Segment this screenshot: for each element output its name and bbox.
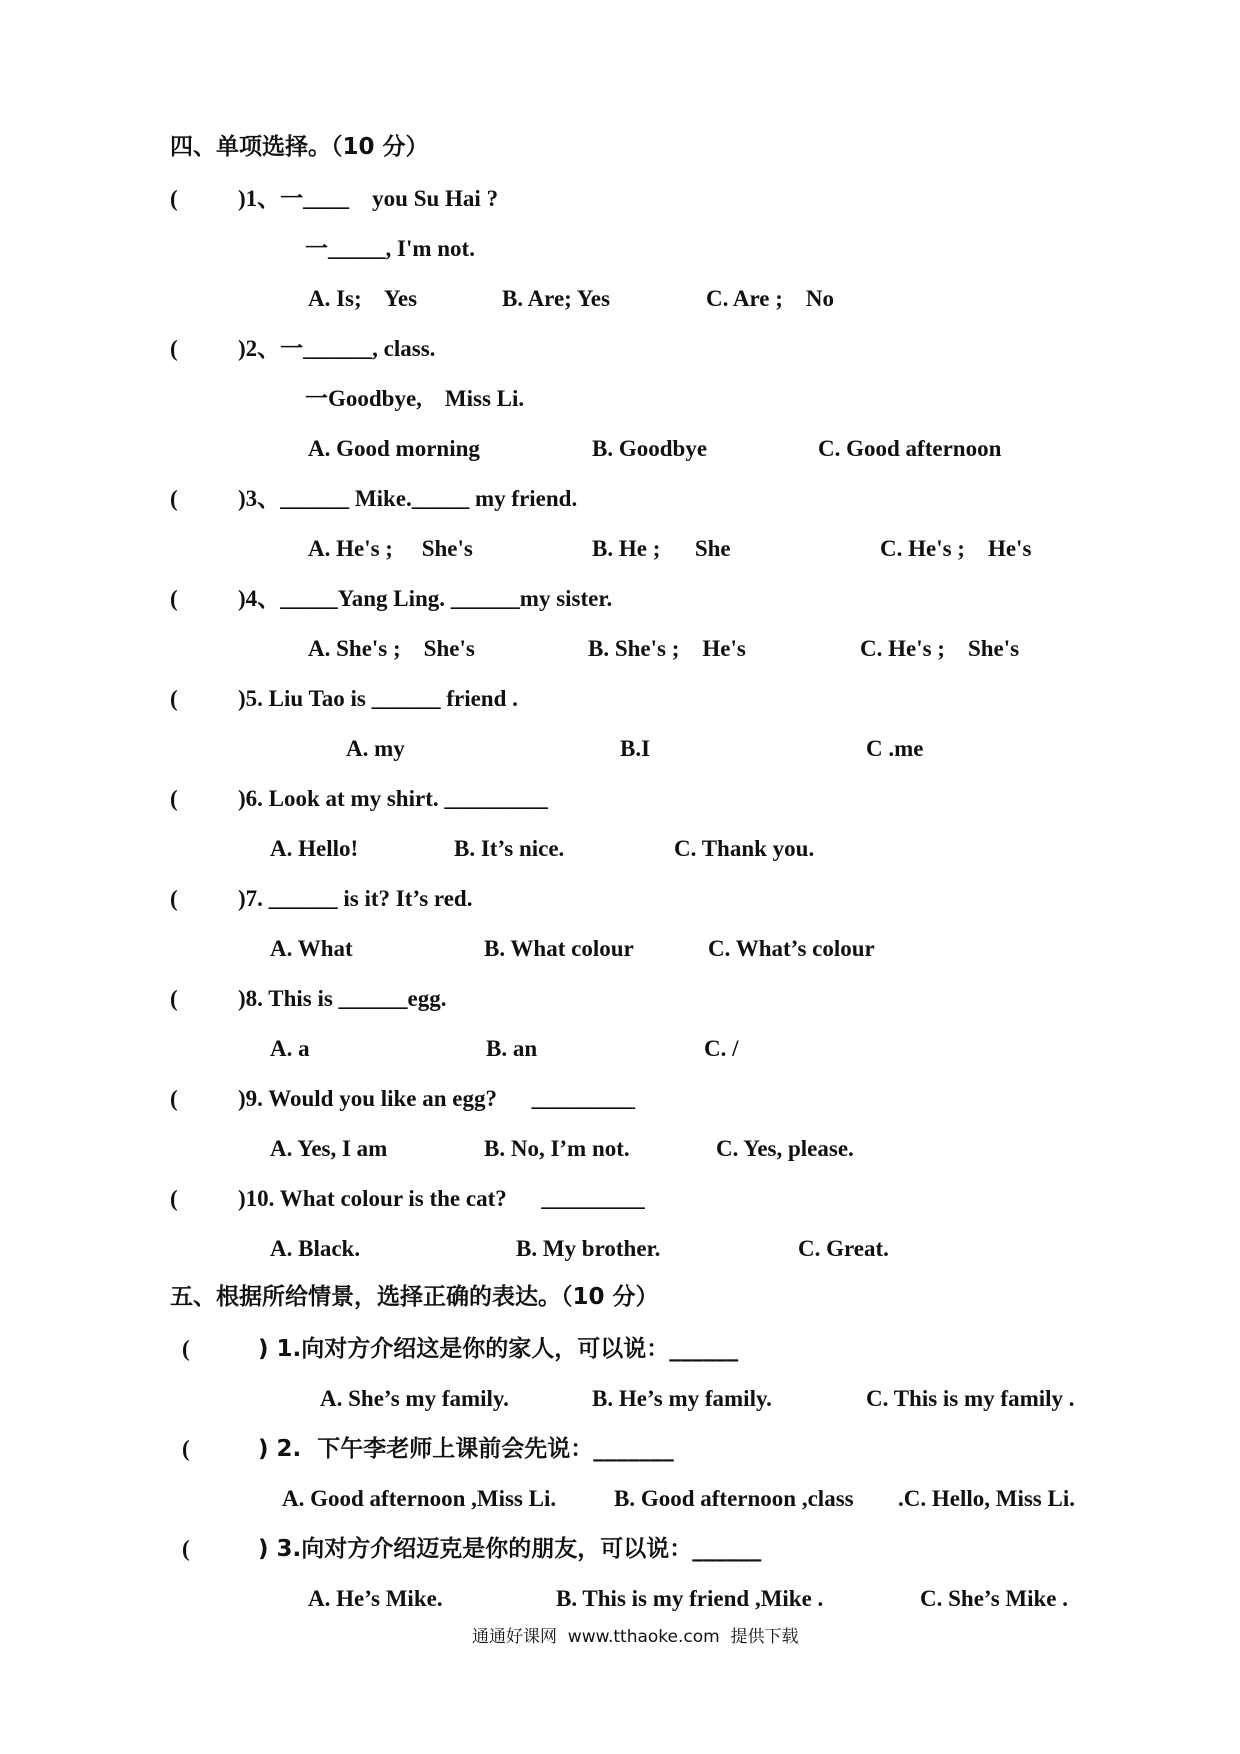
q3-option-b: B. He ; She xyxy=(592,536,731,561)
s5-q1-option-b: B. He’s my family. xyxy=(592,1386,772,1411)
answer-paren: ( xyxy=(170,486,178,511)
q5-stem: )5. Liu Tao is ______ friend . xyxy=(238,686,518,711)
answer-paren: ( xyxy=(182,1536,190,1561)
s5-q3-option-b: B. This is my friend ,Mike . xyxy=(556,1586,824,1611)
q6-option-b: B. It’s nice. xyxy=(454,836,565,861)
answer-paren: ( xyxy=(170,1086,178,1111)
q10-option-c: C. Great. xyxy=(798,1236,889,1261)
answer-paren: ( xyxy=(170,1186,178,1211)
answer-paren: ( xyxy=(170,336,178,361)
s5-q1-option-a: A. She’s my family. xyxy=(320,1386,509,1411)
answer-paren: ( xyxy=(170,586,178,611)
s5-q2-option-b: B. Good afternoon ,class xyxy=(614,1486,854,1511)
q4-option-a: A. She's ; She's xyxy=(308,636,475,661)
q3-stem: )3、______ Mike._____ my friend. xyxy=(238,486,578,511)
q1-answer-line: 一_____, I'm not. xyxy=(305,236,475,261)
s5-q2-stem: ) 2. 下午李老师上课前会先说：_______ xyxy=(258,1436,674,1462)
q8-option-b: B. an xyxy=(486,1036,538,1061)
q1-option-c: C. Are ; No xyxy=(706,286,834,311)
q1-option-a: A. Is; Yes xyxy=(308,286,418,311)
q1-stem: )1、一____ you Su Hai ? xyxy=(238,186,499,211)
q2-option-b: B. Goodbye xyxy=(592,436,708,461)
q1-option-b: B. Are; Yes xyxy=(502,286,610,311)
q8-stem: )8. This is ______egg. xyxy=(238,986,447,1011)
s5-q2-option-a: A. Good afternoon ,Miss Li. xyxy=(282,1486,557,1511)
s5-q1-option-c: C. This is my family . xyxy=(866,1386,1075,1411)
q3-option-a: A. He's ; She's xyxy=(308,536,473,561)
q9-stem: )9. Would you like an egg? _________ xyxy=(238,1086,636,1111)
q2-stem: )2、一______, class. xyxy=(238,336,436,361)
answer-paren: ( xyxy=(170,886,178,911)
q7-stem: )7. ______ is it? It’s red. xyxy=(238,886,473,911)
q5-option-b: B.I xyxy=(620,736,651,761)
q3-option-c: C. He's ; He's xyxy=(880,536,1032,561)
q10-stem: )10. What colour is the cat? _________ xyxy=(238,1186,645,1211)
answer-paren: ( xyxy=(170,986,178,1011)
q4-option-b: B. She's ; He's xyxy=(588,636,746,661)
s5-q3-option-c: C. She’s Mike . xyxy=(920,1586,1069,1611)
q8-option-a: A. a xyxy=(270,1036,310,1061)
q5-option-c: C .me xyxy=(866,736,924,761)
q9-option-a: A. Yes, I am xyxy=(270,1136,388,1161)
q2-option-a: A. Good morning xyxy=(308,436,480,461)
section4-heading: 四、单项选择。（10 分） xyxy=(170,134,429,160)
section5-heading: 五、根据所给情景，选择正确的表达。（10 分） xyxy=(170,1284,659,1310)
q9-option-c: C. Yes, please. xyxy=(716,1136,854,1161)
answer-paren: ( xyxy=(170,186,178,211)
answer-paren: ( xyxy=(170,786,178,811)
q10-option-b: B. My brother. xyxy=(516,1236,661,1261)
q6-stem: )6. Look at my shirt. _________ xyxy=(238,786,548,811)
q4-stem: )4、_____Yang Ling. ______my sister. xyxy=(238,586,613,611)
q5-option-a: A. my xyxy=(346,736,405,761)
s5-q2-option-c: .C. Hello, Miss Li. xyxy=(898,1486,1075,1511)
q6-option-a: A. Hello! xyxy=(270,836,359,861)
s5-q3-stem: ) 3.向对方介绍迈克是你的朋友，可以说：______ xyxy=(258,1536,762,1562)
footer-watermark: 通通好课网 www.tthaoke.com 提供下载 xyxy=(472,1627,799,1647)
q10-option-a: A. Black. xyxy=(270,1236,361,1261)
answer-paren: ( xyxy=(182,1336,190,1361)
q7-option-a: A. What xyxy=(270,936,353,961)
q4-option-c: C. He's ; She's xyxy=(860,636,1020,661)
s5-q1-stem: ) 1.向对方介绍这是你的家人，可以说：______ xyxy=(258,1336,739,1362)
answer-paren: ( xyxy=(170,686,178,711)
q9-option-b: B. No, I’m not. xyxy=(484,1136,630,1161)
q8-option-c: C. / xyxy=(704,1036,739,1061)
answer-paren: ( xyxy=(182,1436,190,1461)
q7-option-c: C. What’s colour xyxy=(708,936,875,961)
q7-option-b: B. What colour xyxy=(484,936,634,961)
s5-q3-option-a: A. He’s Mike. xyxy=(308,1586,443,1611)
q2-option-c: C. Good afternoon xyxy=(818,436,1002,461)
q6-option-c: C. Thank you. xyxy=(674,836,815,861)
q2-answer-line: 一Goodbye, Miss Li. xyxy=(305,386,525,411)
